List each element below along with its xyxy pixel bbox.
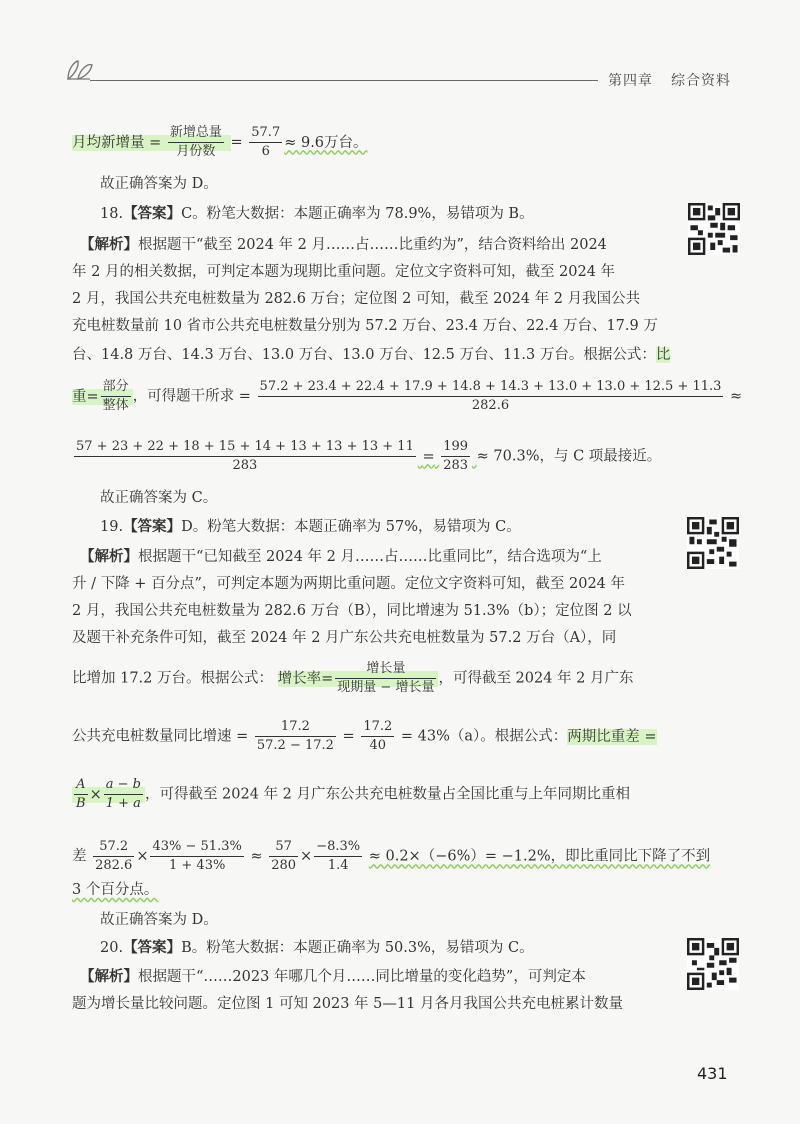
q19-analysis-l8: 差 $\frac{57.2}{282.6}$ × $\frac{43\% - 51.3\%}{1 + 43\%}$ ≈ $\frac{57}{280}$ × $\frac{-8.3\%}{1.4}$ ≈ 0.2×（−6%）= −1.2%，即比重同比下降了不到 — [72, 839, 711, 873]
sum-fraction: 57.2 + 23.4 + 22.4 + 17.9 + 14.8 + 14.3 + 13.0 + 13.0 + 12.5 + 11.3 282.6 — [259, 379, 722, 413]
q19-analysis-l2: 升 / 下降 + 百分点”，可判定本题为两期比重问题。定位文字资料可知，截至 2024 年 — [72, 576, 626, 592]
q18-analysis-l4: 充电桩数量前 10 省市公共充电桩数量分别为 57.2 万台、23.4 万台、22.4 万台、17.9 万 — [72, 318, 658, 334]
q19-analysis-l6: 公共充电桩数量同比增速 = $\frac{17.2}{57.2 - 17.2}$ = $\frac{17.2}{40}$ = 43%（a）。根据公式：两期比重差 = — [72, 719, 657, 753]
q19-analysis-l5: 比增加 17.2 万台。根据公式： 增长率= $\frac{\text{增长量}}{\text{现期量 − 增长量}}$ ，可得截至 2024 年 2 月广东 — [72, 661, 634, 695]
q18-formula-2: $\frac{57 + 23 + 22 + 18 + 15 + 14 + 13 + 13 + 13 + 11}{283}$ = $\frac{199}{283}$ ≈ 70.3%，与 C 项最接近。 — [76, 439, 662, 473]
chapter-number: 第四章 — [608, 73, 653, 89]
q18-analysis-l1: 【解析】根据题干“截至 2024 年 2 月……占……比重约为”，结合资料给出 2024 — [80, 237, 607, 253]
q19-analysis-l1: 【解析】根据题干“已知截至 2024 年 2 月……占……比重同比”，结合选项为“上 — [80, 549, 602, 565]
q19-answer-line: 19.【答案】D。粉笔大数据：本题正确率为 57%，易错项为 C。 — [100, 519, 521, 535]
chapter-title: 综合资料 — [671, 73, 731, 89]
q17-formula-line: 月均新增量 = $\frac{\text{新增总量}}{\text{月份数}}$ = $\frac{57.7}{6}$ ≈ 9.6万台。 — [72, 125, 368, 159]
q18-answer-line: 18.【答案】C。粉笔大数据：本题正确率为 78.9%，易错项为 B。 — [100, 206, 534, 222]
q20-analysis-l2: 题为增长量比较问题。定位图 1 可知 2023 年 5—11 月各月我国公共充电桩累计数量 — [72, 996, 623, 1012]
q20-answer-line: 20.【答案】B。粉笔大数据：本题正确率为 50.3%，易错项为 C。 — [100, 940, 534, 956]
q18-formula-1: 重= $\frac{\text{部分}}{\text{整体}}$ ，可得题干所求 = 57.2 + 23.4 + 22.4 + 17.9 + 14.8 + 14.3 + 13.0 + 13.0 + 12.5 + 11.3 282.6 ≈ — [72, 379, 743, 413]
fraction: $\frac{\text{新增总量}}{\text{月份数}}$ — [169, 125, 222, 159]
running-header — [608, 70, 749, 90]
q19-analysis-l3: 2 月，我国公共充电桩数量为 282.6 万台（B），同比增速为 51.3%（b）；定位图 2 以 — [72, 603, 632, 619]
q19-analysis-l9: 3 个百分点。 — [72, 882, 159, 898]
q20-analysis-l1: 【解析】根据题干“……2023 年哪几个月……同比增量的变化趋势”，可判定本 — [80, 969, 586, 985]
q18-analysis-l5: 台、14.8 万台、14.3 万台、13.0 万台、13.0 万台、12.5 万台、11.3 万台。根据公式：比 — [72, 347, 671, 363]
q19-analysis-l4: 及题干补充条件可知，截至 2024 年 2 月广东公共充电桩数量为 57.2 万台（A），同 — [72, 630, 617, 646]
page-number: 431 — [697, 1064, 728, 1083]
qr-code-icon[interactable] — [687, 938, 739, 990]
qr-code-icon[interactable] — [688, 203, 740, 255]
q17-answer: 故正确答案为 D。 — [100, 176, 218, 192]
q18-analysis-l3: 2 月，我国公共充电桩数量为 282.6 万台；定位图 2 可知，截至 2024 年 2 月我国公共 — [72, 291, 641, 307]
header-rule — [90, 80, 598, 81]
q18-analysis-l2: 年 2 月的相关数据，可判定本题为现期比重问题。定位文字资料可知，截至 2024 年 — [72, 264, 616, 280]
q19-answer: 故正确答案为 D。 — [100, 912, 218, 928]
q18-answer: 故正确答案为 C。 — [100, 490, 218, 506]
q19-analysis-l7: $\frac{A}{B}$ × $\frac{a - b}{1 + a}$ ，可得截至 2024 年 2 月广东公共充电桩数量占全国比重与上年同期比重相 — [72, 776, 630, 813]
q17-result: $\frac{57.7}{6}$ ≈ 9.6万台。 — [251, 125, 368, 159]
qr-code-icon[interactable] — [687, 517, 739, 569]
q17-formula-highlight: 月均新增量 = $\frac{\text{新增总量}}{\text{月份数}}$ — [72, 135, 231, 151]
